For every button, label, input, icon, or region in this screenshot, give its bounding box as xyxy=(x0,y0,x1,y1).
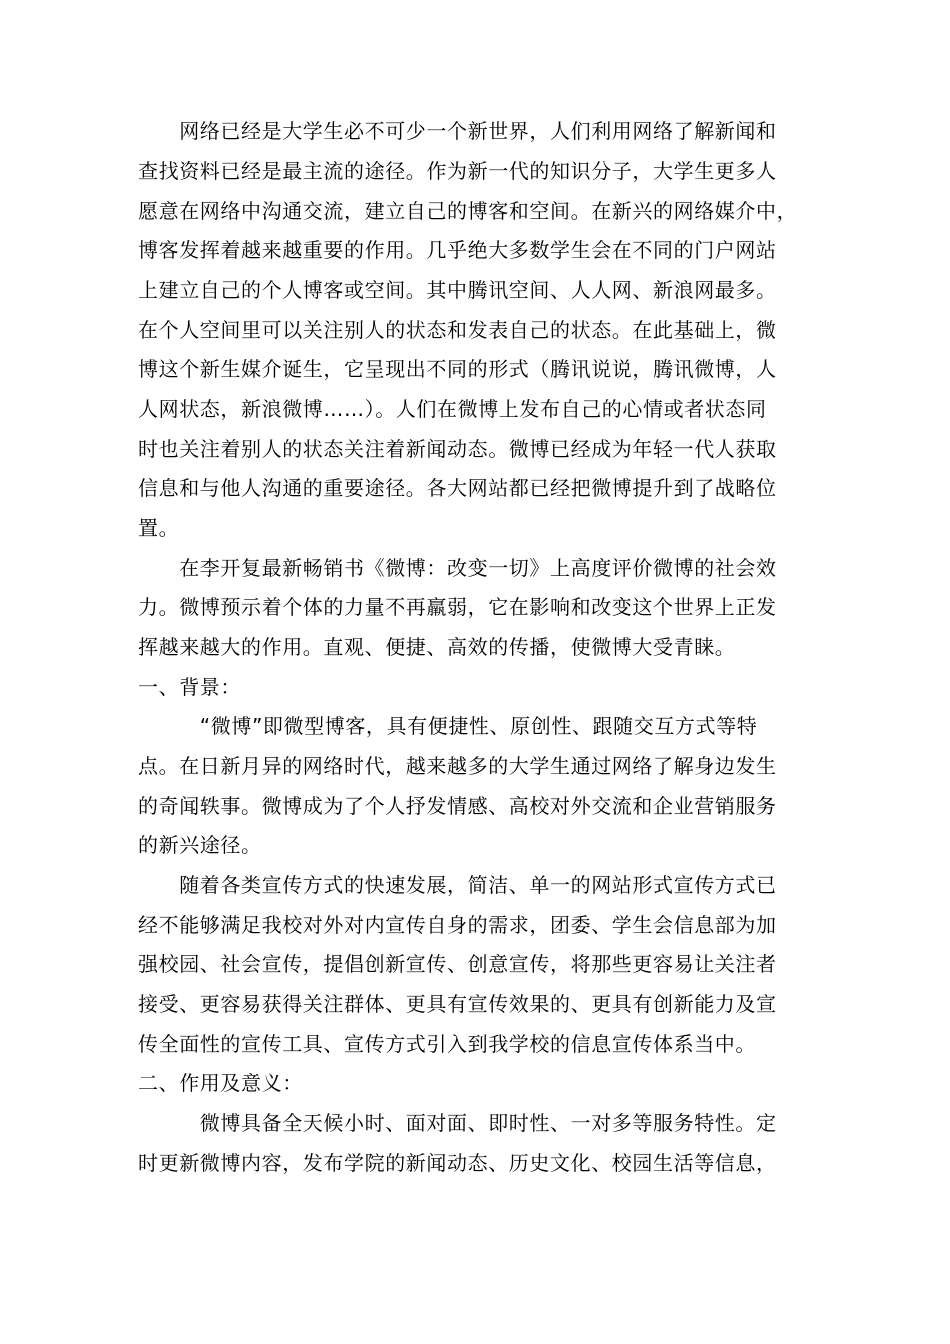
paragraph-1-line-5: 上建立自己的个人博客或空间。其中腾讯空间、人人网、新浪网最多。 xyxy=(138,278,777,302)
paragraph-1-line-2: 查找资料已经是最主流的途径。作为新一代的知识分子，大学生更多人 xyxy=(138,159,777,183)
paragraph-5-line-1: 微博具备全天候小时、面对面、即时性、一对多等服务特性。定 xyxy=(138,1111,777,1135)
paragraph-4-line-2: 经不能够满足我校对外对内宣传自身的需求，团委、学生会信息部为加 xyxy=(138,913,777,937)
paragraph-3-line-1: “微博”即微型博客，具有便捷性、原创性、跟随交互方式等特 xyxy=(138,714,758,738)
paragraph-2-line-3: 挥越来越大的作用。直观、便捷、高效的传播，使微博大受青睐。 xyxy=(138,635,736,659)
paragraph-2-line-1: 在李开复最新畅销书《微博：改变一切》上高度评价微博的社会效 xyxy=(138,556,777,580)
paragraph-4-line-1: 随着各类宣传方式的快速发展，简洁、单一的网站形式宣传方式已 xyxy=(138,873,777,897)
paragraph-3-line-2: 点。在日新月异的网络时代，越来越多的大学生通过网络了解身边发生 xyxy=(138,754,777,778)
paragraph-1-line-6: 在个人空间里可以关注别人的状态和发表自己的状态。在此基础上，微 xyxy=(138,318,777,342)
paragraph-1-line-10: 信息和与他人沟通的重要途径。各大网站都已经把微博提升到了战略位 xyxy=(138,476,777,500)
paragraph-3-line-4: 的新兴途径。 xyxy=(138,833,262,857)
paragraph-2-line-2: 力。微博预示着个体的力量不再羸弱，它在影响和改变这个世界上正发 xyxy=(138,595,777,619)
paragraph-3-line-3: 的奇闻轶事。微博成为了个人抒发情感、高校对外交流和企业营销服务 xyxy=(138,794,777,818)
paragraph-1-line-3: 愿意在网络中沟通交流，建立自己的博客和空间。在新兴的网络媒介中， xyxy=(138,199,798,223)
section-heading-significance: 二、作用及意义： xyxy=(138,1071,303,1095)
paragraph-1-line-4: 博客发挥着越来越重要的作用。几乎绝大多数学生会在不同的门户网站 xyxy=(138,238,777,262)
paragraph-1-line-9: 时也关注着别人的状态关注着新闻动态。微博已经成为年轻一代人获取 xyxy=(138,437,777,461)
paragraph-4-line-5: 传全面性的宣传工具、宣传方式引入到我学校的信息宣传体系当中。 xyxy=(138,1032,756,1056)
paragraph-1-line-7: 博这个新生媒介诞生，它呈现出不同的形式（腾讯说说，腾讯微博，人 xyxy=(138,357,777,381)
paragraph-4-line-4: 接受、更容易获得关注群体、更具有宣传效果的、更具有创新能力及宣 xyxy=(138,992,777,1016)
paragraph-1-line-1: 网络已经是大学生必不可少一个新世界，人们利用网络了解新闻和 xyxy=(138,119,777,143)
paragraph-1-line-8: 人网状态，新浪微博……）。人们在微博上发布自己的心情或者状态同 xyxy=(138,397,767,421)
paragraph-1-line-11: 置。 xyxy=(138,516,180,540)
paragraph-4-line-3: 强校园、社会宣传，提倡创新宣传、创意宣传，将那些更容易让关注者 xyxy=(138,952,777,976)
section-heading-background: 一、背景： xyxy=(138,675,241,699)
paragraph-5-line-2: 时更新微博内容，发布学院的新闻动态、历史文化、校园生活等信息， xyxy=(138,1151,777,1175)
